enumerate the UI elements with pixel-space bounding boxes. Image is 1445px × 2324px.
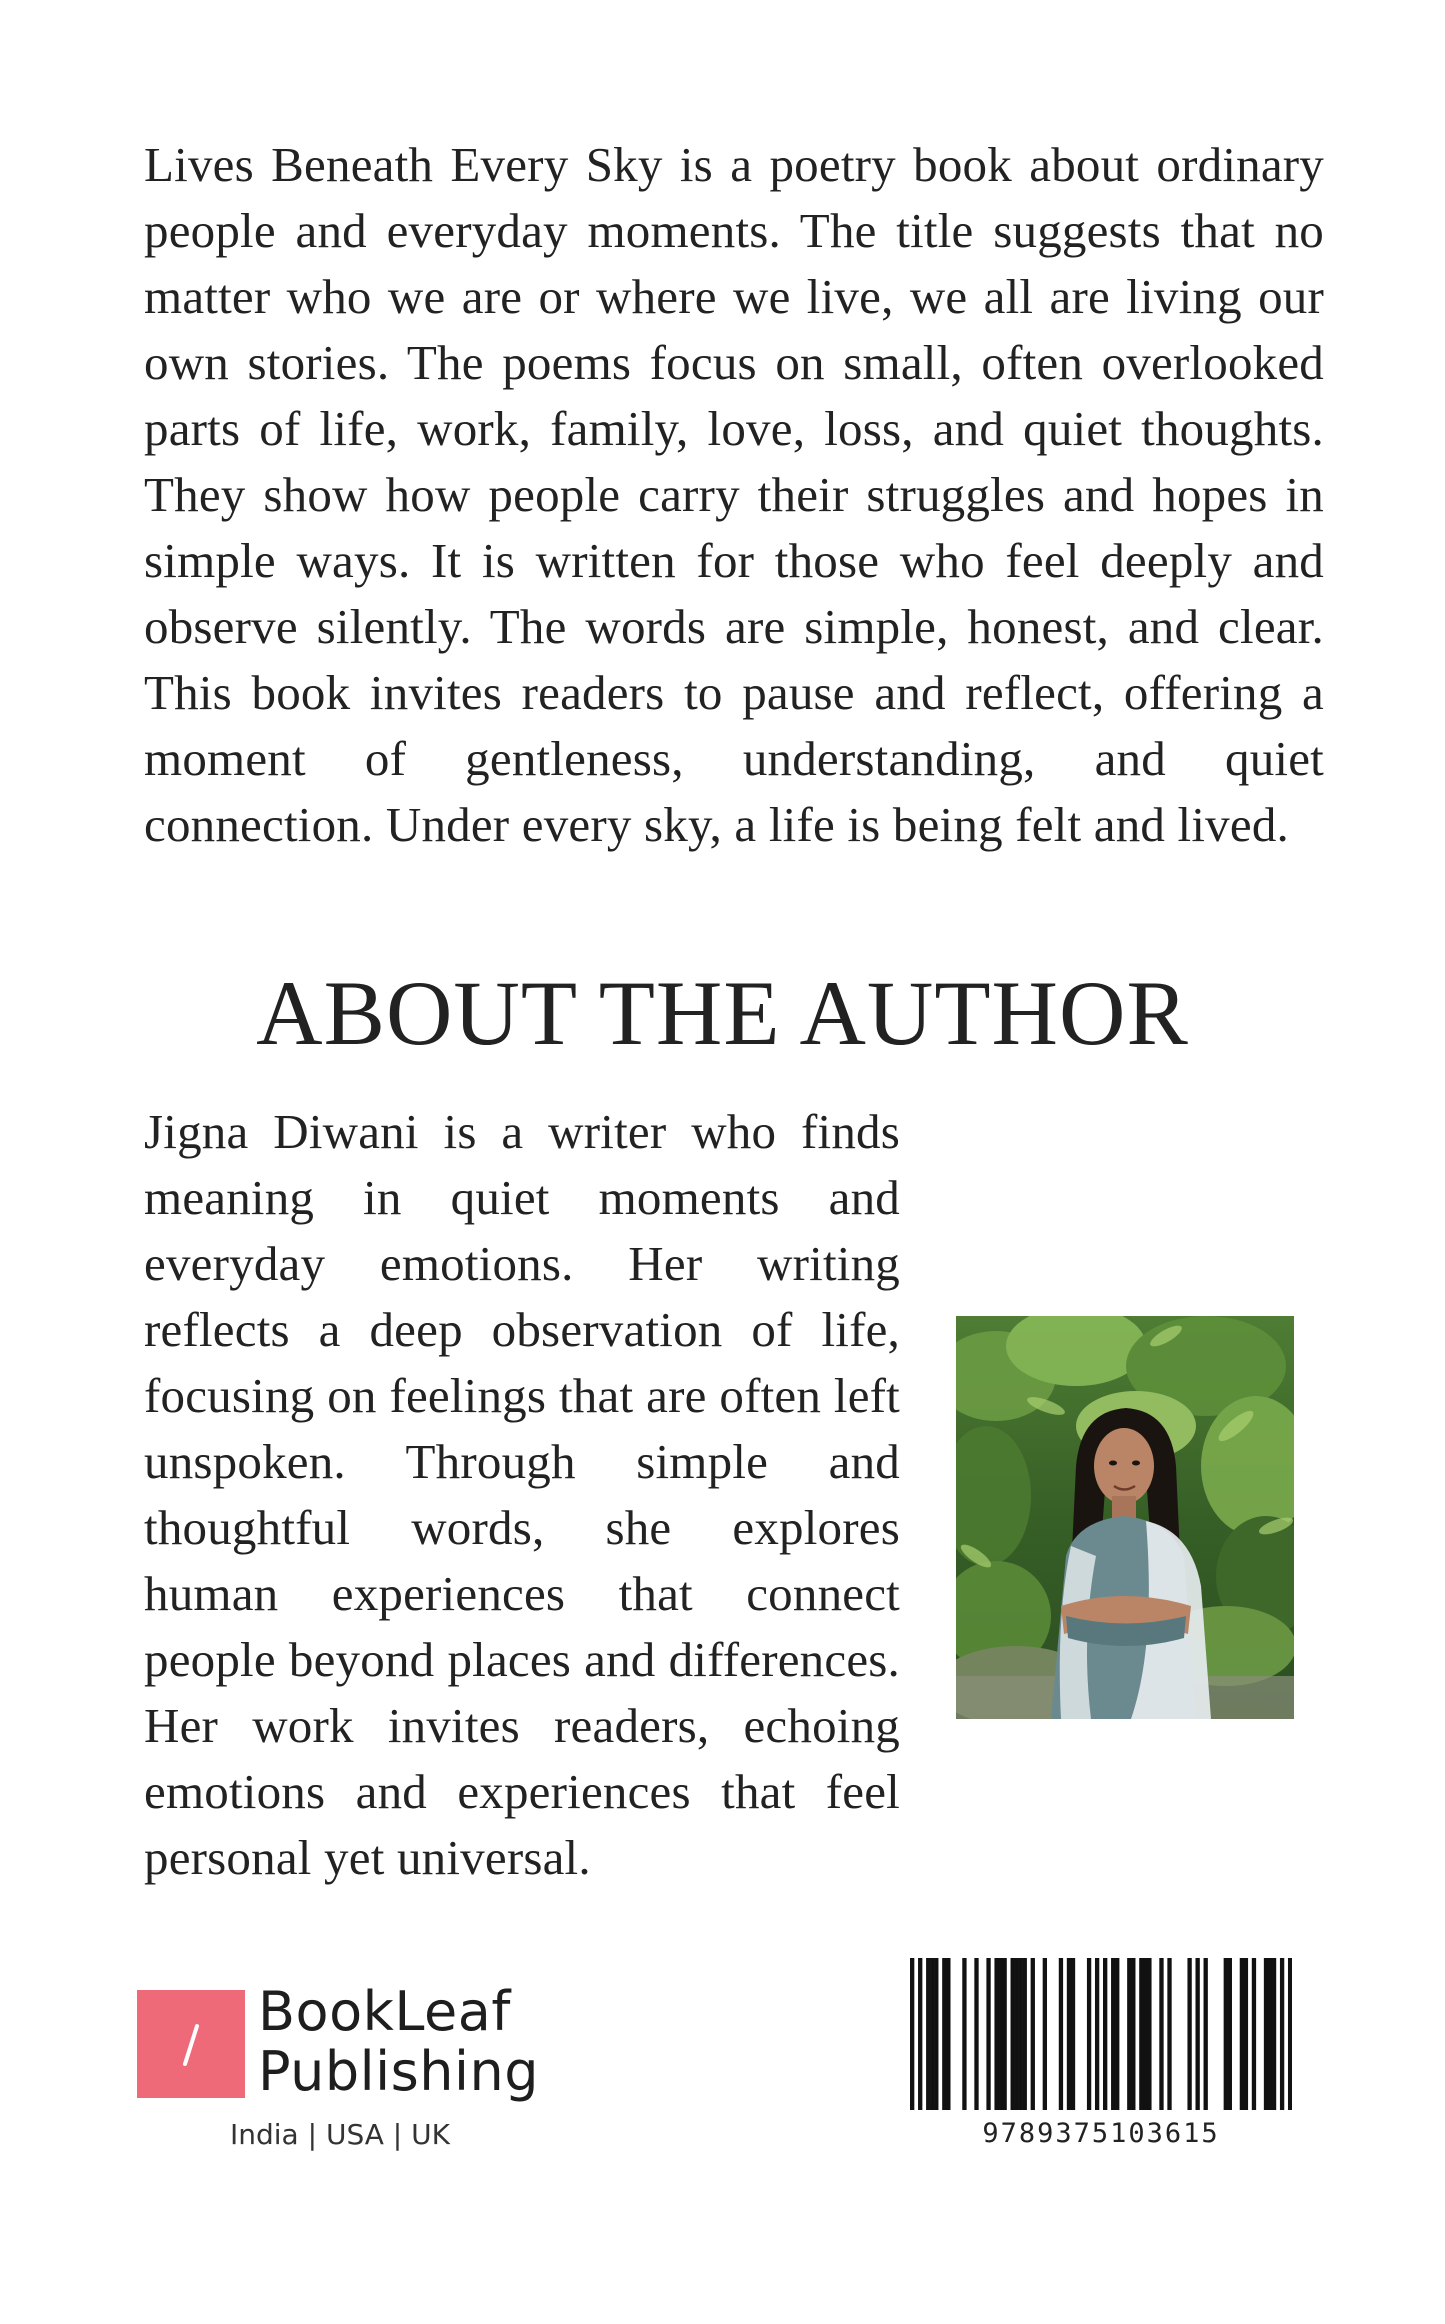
barcode-bar <box>1240 1958 1244 2110</box>
barcode-bar <box>918 1958 922 2110</box>
publisher-regions: India | USA | UK <box>230 2118 450 2151</box>
barcode-bar <box>986 1958 990 2110</box>
barcode-bar <box>1139 1958 1143 2110</box>
barcode-bar <box>930 1958 934 2110</box>
barcode-bar <box>1095 1958 1099 2110</box>
barcode-bar <box>1011 1958 1015 2110</box>
barcode-bar <box>1043 1958 1047 2110</box>
publisher-name-line1: BookLeaf <box>258 1980 511 2043</box>
barcode-bar <box>1023 1958 1027 2110</box>
barcode-bar <box>1067 1958 1071 2110</box>
barcode-bar <box>1244 1958 1248 2110</box>
barcode-bar <box>942 1958 946 2110</box>
barcode-bar <box>1187 1958 1191 2110</box>
barcode-bar <box>1087 1958 1091 2110</box>
barcode-bar <box>1019 1958 1023 2110</box>
barcode-bar <box>998 1958 1002 2110</box>
barcode-bar <box>1111 1958 1115 2110</box>
barcode-bar <box>1059 1958 1063 2110</box>
barcode-bar <box>1280 1958 1284 2110</box>
barcode-bar <box>1131 1958 1135 2110</box>
barcode-bar <box>974 1958 978 2110</box>
barcode-bar <box>946 1958 950 2110</box>
barcode-bar <box>1103 1958 1107 2110</box>
isbn-number: 9789375103615 <box>982 2118 1220 2149</box>
barcode-bar <box>1264 1958 1268 2110</box>
barcode-bar <box>1143 1958 1147 2110</box>
barcode-bar <box>962 1958 966 2110</box>
barcode-bar <box>934 1958 938 2110</box>
barcode-bar <box>1288 1958 1292 2110</box>
barcode <box>910 1958 1292 2110</box>
author-photo <box>956 1316 1294 1719</box>
about-author-heading: ABOUT THE AUTHOR <box>256 962 1189 1064</box>
barcode-bar <box>1147 1958 1151 2110</box>
barcode-bar <box>1195 1958 1199 2110</box>
barcode-bar <box>1015 1958 1019 2110</box>
barcode-bar <box>1167 1958 1171 2110</box>
barcode-bar <box>1228 1958 1232 2110</box>
barcode-bar <box>1002 1958 1006 2110</box>
barcode-bar <box>1252 1958 1256 2110</box>
barcode-bar <box>910 1958 914 2110</box>
logo-mark <box>137 1990 245 2098</box>
barcode-bar <box>1115 1958 1119 2110</box>
publisher-logo <box>137 1980 557 2106</box>
book-description: Lives Beneath Every Sky is a poetry book about ordinary people and everyday moments. The title suggests that no matter who we are or where we live, we all are living our own stories. The poems focus on small, often overlooked parts of life, work, family, love, loss, and quiet thoughts. They show how people carry their struggles and hopes in simple ways. It is written for those who feel deeply and observe silently. The words are simple, honest, and clear. This book invites readers to pause and reflect, offering a moment of gentleness, understanding, and quiet connection. Under every sky, a life is being felt and lived. <box>144 137 1324 852</box>
barcode-bar <box>1127 1958 1131 2110</box>
barcode-bar <box>1204 1958 1208 2110</box>
barcode-bar <box>1272 1958 1276 2110</box>
barcode-bar <box>926 1958 930 2110</box>
author-bio: Jigna Diwani is a writer who finds meaning in quiet moments and everyday emotions. Her writing reflects a deep observation of life, focusing on feelings that are often left unspoken. Through simple and thoughtful words, she explores human experiences that connect people beyond places and differences. Her work invites readers, echoing emotions and experiences that feel personal yet universal. <box>144 1104 900 1885</box>
barcode-bar <box>1159 1958 1163 2110</box>
publisher-name <box>258 1982 539 2102</box>
publisher-name-line2: Publishing <box>258 2040 539 2103</box>
barcode-bar <box>1031 1958 1035 2110</box>
barcode-bar <box>1268 1958 1272 2110</box>
barcode-bar <box>1224 1958 1228 2110</box>
barcode-bar <box>994 1958 998 2110</box>
barcode-bar <box>1071 1958 1075 2110</box>
